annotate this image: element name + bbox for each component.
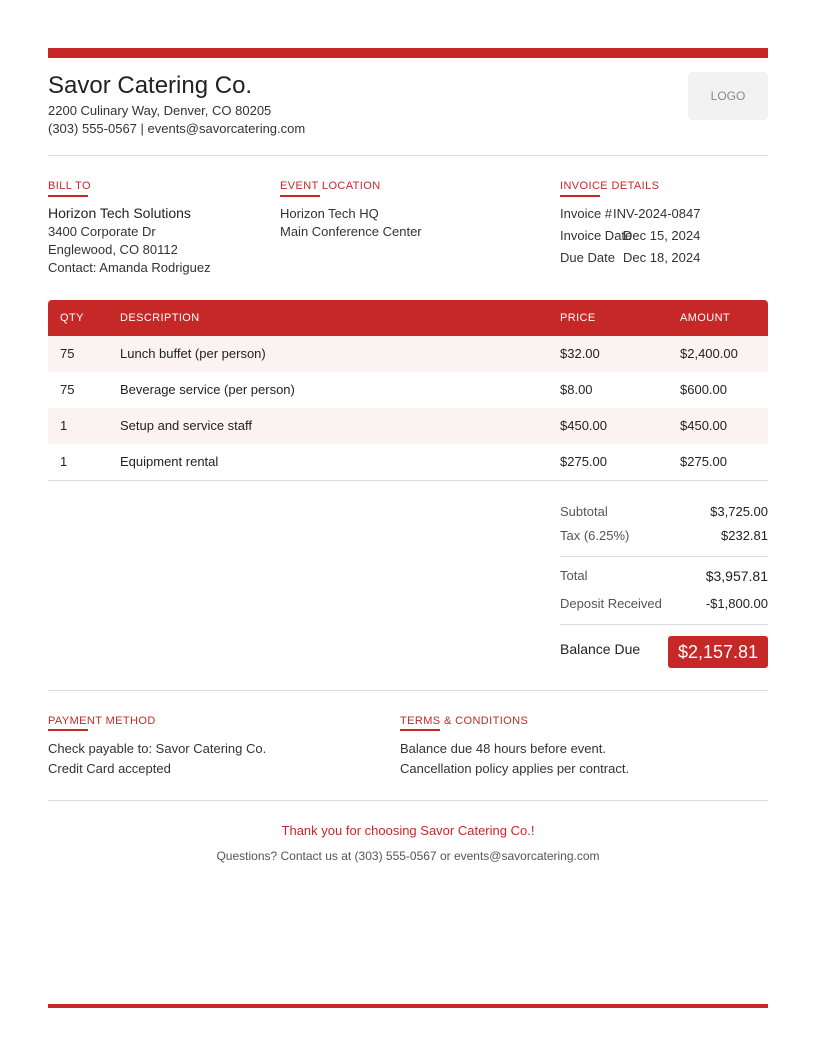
table-bottom-rule: [48, 480, 768, 481]
table-row: [48, 444, 768, 480]
totals-divider: [560, 556, 768, 557]
header-description: DESCRIPTION: [120, 312, 200, 324]
terms-line-2: Cancellation policy applies per contract.: [400, 761, 630, 776]
bill-to-underline: [48, 195, 88, 197]
tax-value: $232.81: [721, 528, 768, 543]
invoice-details-label: INVOICE DETAILS: [560, 180, 660, 192]
event-location-underline: [280, 195, 320, 197]
row-price: $450.00: [560, 418, 607, 433]
bill-to-name: Horizon Tech Solutions: [48, 205, 191, 221]
footer-thanks: Thank you for choosing Savor Catering Co.!: [281, 823, 535, 838]
terms-label: TERMS & CONDITIONS: [400, 715, 529, 727]
subtotal-label: Subtotal: [560, 504, 608, 519]
payment-line-1: Check payable to: Savor Catering Co.: [48, 741, 267, 756]
deposit-value: -$1,800.00: [705, 596, 768, 611]
event-room: Main Conference Center: [280, 224, 422, 239]
row-qty: 75: [60, 346, 75, 361]
row-description: Beverage service (per person): [120, 382, 295, 397]
footer-contact: Questions? Contact us at (303) 555-0567 or events@savorcatering.com: [216, 849, 600, 863]
due-date-label: Due Date: [560, 250, 615, 265]
invoice-date: Dec 15, 2024: [623, 228, 701, 243]
terms-underline: [400, 729, 440, 731]
total-label: Total: [560, 568, 588, 583]
balance-due-value: $2,157.81: [677, 641, 759, 662]
total-value: $3,957.81: [705, 568, 768, 584]
row-amount: $600.00: [680, 382, 727, 397]
payment-method-underline: [48, 729, 88, 731]
balance-due-label: Balance Due: [560, 641, 641, 657]
header-qty: QTY: [60, 312, 84, 324]
deposit-label: Deposit Received: [560, 596, 662, 611]
header-divider: [48, 155, 768, 156]
table-row: [48, 372, 768, 408]
bill-to-street: 3400 Corporate Dr: [48, 224, 156, 239]
bill-to-city: Englewood, CO 80112: [48, 242, 178, 257]
payment-line-2: Credit Card accepted: [48, 761, 171, 776]
bill-to-contact: Contact: Amanda Rodriguez: [48, 260, 211, 275]
balance-divider: [560, 624, 768, 625]
row-price: $275.00: [560, 454, 607, 469]
table-header: [48, 300, 768, 336]
invoice-details-underline: [560, 195, 600, 197]
row-amount: $450.00: [680, 418, 727, 433]
footer-divider: [48, 800, 768, 801]
header-price: PRICE: [560, 312, 596, 324]
terms-line-1: Balance due 48 hours before event.: [400, 741, 606, 756]
event-venue: Horizon Tech HQ: [280, 206, 379, 221]
company-name: Savor Catering Co.: [48, 72, 253, 99]
company-address: 2200 Culinary Way, Denver, CO 80205: [48, 103, 272, 118]
logo-placeholder: [688, 72, 768, 120]
event-location-label: EVENT LOCATION: [280, 180, 381, 192]
invoice-date-label: Invoice Date: [560, 228, 633, 243]
payment-method-label: PAYMENT METHOD: [48, 715, 156, 727]
logo-text: LOGO: [710, 89, 746, 103]
tax-label: Tax (6.25%): [560, 528, 630, 543]
bill-to-label: BILL TO: [48, 180, 91, 192]
row-qty: 1: [60, 418, 68, 433]
row-qty: 1: [60, 454, 68, 469]
row-description: Lunch buffet (per person): [120, 346, 266, 361]
bottom-accent-bar: [48, 1004, 768, 1008]
row-qty: 75: [60, 382, 75, 397]
balance-due-badge: [668, 636, 768, 668]
invoice-number: INV-2024-0847: [613, 206, 701, 221]
invoice-number-label: Invoice #: [560, 206, 613, 221]
totals-section-divider: [48, 690, 768, 691]
row-description: Setup and service staff: [120, 418, 253, 433]
row-price: $32.00: [560, 346, 600, 361]
top-accent-bar: [48, 48, 768, 58]
row-amount: $2,400.00: [680, 346, 738, 361]
due-date: Dec 18, 2024: [623, 250, 701, 265]
subtotal-value: $3,725.00: [710, 504, 768, 519]
table-row: [48, 336, 768, 372]
header-amount: AMOUNT: [680, 312, 731, 324]
row-amount: $275.00: [680, 454, 727, 469]
row-description: Equipment rental: [120, 454, 219, 469]
row-price: $8.00: [560, 382, 593, 397]
table-row: [48, 408, 768, 444]
company-contact: (303) 555-0567 | events@savorcatering.com: [48, 121, 306, 136]
